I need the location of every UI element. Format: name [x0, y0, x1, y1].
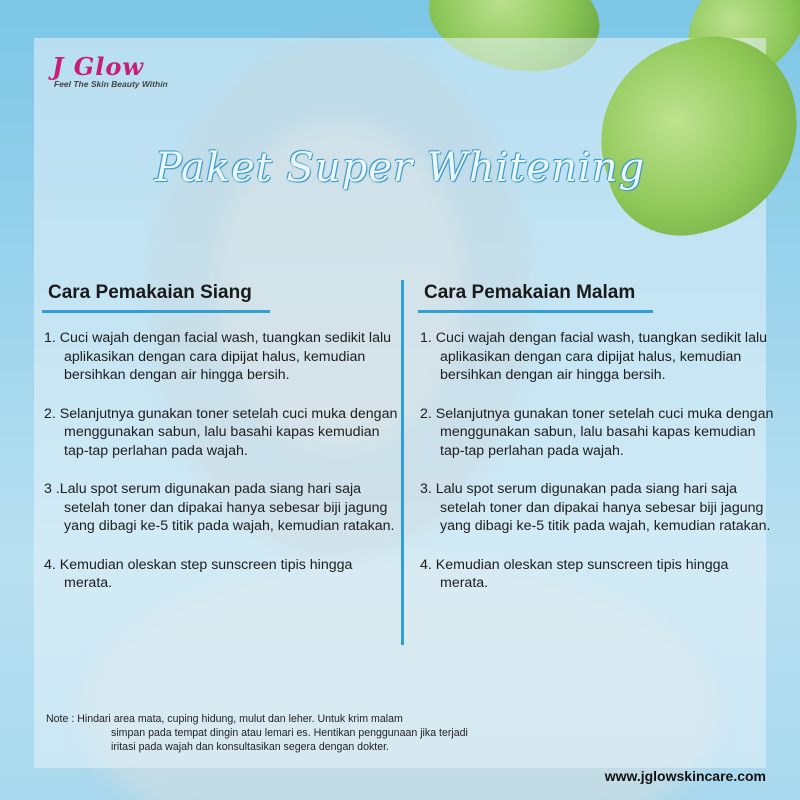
column-divider: [401, 280, 404, 645]
step-item: 2. Selanjutnya gunakan toner setelah cuci muka dengan menggunakan sabun, lalu basahi kapas kemudian tap-tap perlahan pada wajah.: [44, 405, 398, 459]
brand-tagline: Feel The Skin Beauty Within: [54, 79, 168, 89]
note-text: [46, 712, 486, 754]
website-link[interactable]: www.jglowskincare.com: [604, 768, 766, 784]
step-item: 3. Lalu spot serum digunakan pada siang hari saja setelah toner dan dipakai hanya sebesar biji jagung yang dibagi ke-5 titik pada wajah, kemudian ratakan.: [420, 481, 771, 534]
step-item: 1. Cuci wajah dengan facial wash, tuangkan sedikit lalu aplikasikan dengan cara dipijat halus, kemudian bersihkan dengan air hingga bersih.: [44, 330, 392, 383]
page-title: Paket Super Whitening: [154, 145, 646, 191]
step-item: 3 .Lalu spot serum digunakan pada siang hari saja setelah toner dan dipakai hanya sebesar biji jagung yang dibagi ke-5 titik pada wajah, kemudian ratakan.: [44, 481, 395, 534]
usage-column-day: [42, 280, 402, 613]
note-line: Note : Hindari area mata, cuping hidung, mulut dan leher. Untuk krim malam: [46, 713, 403, 725]
step-item: 1. Cuci wajah dengan facial wash, tuangkan sedikit lalu aplikasikan dengan cara dipijat halus, kemudian bersihkan dengan air hingga bersih.: [420, 330, 768, 383]
step-item: 4. Kemudian oleskan step sunscreen tipis hingga merata.: [420, 556, 729, 591]
step-item: 4. Kemudian oleskan step sunscreen tipis hingga merata.: [44, 556, 353, 591]
usage-column-night: [418, 280, 778, 613]
logo-text: J Glow: [52, 52, 144, 81]
step-item: 2. Selanjutnya gunakan toner setelah cuci muka dengan menggunakan sabun, lalu basahi kapas kemudian tap-tap perlahan pada wajah.: [420, 405, 774, 459]
note-line: simpan pada tempat dingin atau lemari es. Hentikan penggunaan jika terjadi iritasi pada wajah dan konsultasikan segera dengan dokter.: [111, 727, 468, 753]
brand-logo: [52, 52, 168, 89]
column-heading: Cara Pemakaian Malam: [418, 280, 653, 313]
column-heading: Cara Pemakaian Siang: [42, 280, 270, 313]
